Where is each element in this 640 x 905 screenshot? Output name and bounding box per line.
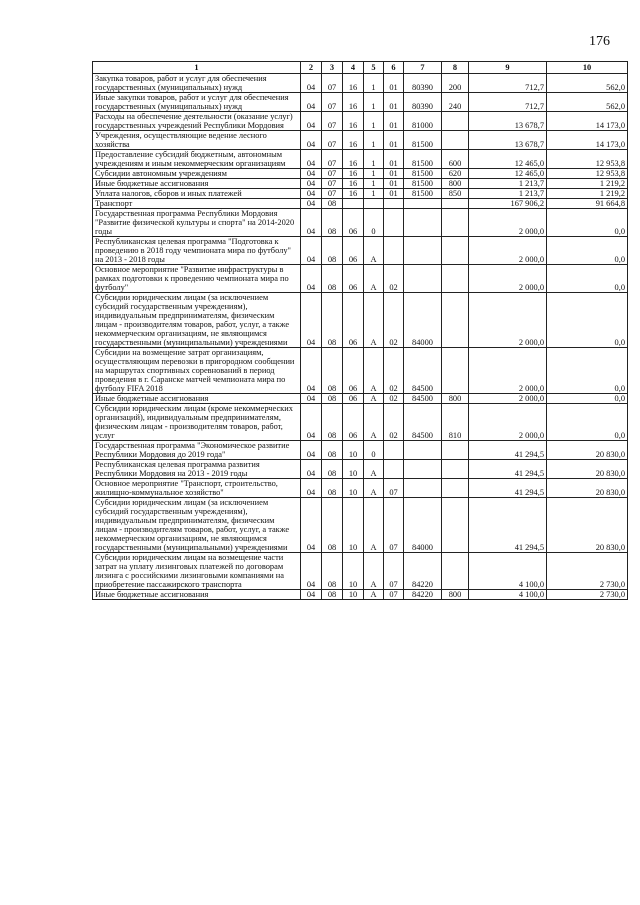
amount-2019: 91 664,8 [547,199,628,209]
subsection-code: 08 [322,460,343,479]
activity-code: 07 [384,479,404,498]
table-body [93,74,628,600]
amount-2018: 1 213,7 [469,189,547,199]
amount-2018: 41 294,5 [469,460,547,479]
amount-2018: 167 906,2 [469,199,547,209]
section-code: 04 [301,460,322,479]
direction-code [404,237,442,265]
table-row [93,169,628,179]
table-row [93,498,628,553]
direction-code: 81500 [404,169,442,179]
row-name: Субсидии автономным учреждениям [93,169,301,179]
budget-table [92,61,628,600]
program-code: 16 [343,150,364,169]
expense-type-code: 620 [442,169,469,179]
subprogram-code: 1 [364,112,384,131]
subsection-code: 07 [322,74,343,93]
direction-code: 80390 [404,74,442,93]
section-code: 04 [301,394,322,404]
activity-code: 01 [384,93,404,112]
row-name: Субсидии юридическим лицам (кроме некоммерческих организаций), индивидуальным предпринимателям, физическим лицам - производителям товаров, работ, услуг [93,404,301,441]
activity-code: 02 [384,348,404,394]
expense-type-code [442,112,469,131]
amount-2019: 0,0 [547,237,628,265]
section-code: 04 [301,479,322,498]
subsection-code: 07 [322,169,343,179]
program-code: 16 [343,169,364,179]
row-name: Транспорт [93,199,301,209]
column-header: 1 [93,62,301,74]
subsection-code: 07 [322,179,343,189]
direction-code: 84500 [404,404,442,441]
section-code: 04 [301,265,322,293]
table-row [93,553,628,590]
amount-2019: 2 730,0 [547,590,628,600]
table-row [93,112,628,131]
expense-type-code [442,460,469,479]
amount-2019: 1 219,2 [547,189,628,199]
table-row [93,93,628,112]
amount-2018: 2 000,0 [469,209,547,237]
amount-2019: 562,0 [547,93,628,112]
amount-2018: 41 294,5 [469,479,547,498]
subsection-code: 07 [322,189,343,199]
expense-type-code [442,348,469,394]
subsection-code: 07 [322,131,343,150]
program-code: 06 [343,209,364,237]
direction-code [404,199,442,209]
subprogram-code: А [364,553,384,590]
table-row [93,131,628,150]
subprogram-code: А [364,404,384,441]
activity-code: 02 [384,265,404,293]
section-code: 04 [301,498,322,553]
table-row [93,179,628,189]
activity-code [384,237,404,265]
subprogram-code: 0 [364,209,384,237]
column-header: 10 [547,62,628,74]
direction-code [404,265,442,293]
expense-type-code [442,131,469,150]
row-name: Субсидии юридическим лицам (за исключением субсидий государственным учреждениям), индивидуальным предпринимателям, физическим лицам - производителям товаров, работ, услуг, а также некоммерческим организациям, не являющимся государственными (муниципальными) учреждениями [93,293,301,348]
amount-2019: 12 953,8 [547,169,628,179]
column-header: 3 [322,62,343,74]
subsection-code: 08 [322,293,343,348]
page-number: 176 [589,34,610,49]
activity-code: 01 [384,112,404,131]
subprogram-code: 1 [364,93,384,112]
activity-code: 07 [384,498,404,553]
table-row [93,265,628,293]
direction-code: 81500 [404,189,442,199]
column-header: 2 [301,62,322,74]
direction-code: 84500 [404,348,442,394]
section-code: 04 [301,553,322,590]
activity-code: 01 [384,150,404,169]
section-code: 04 [301,199,322,209]
row-name: Уплата налогов, сборов и иных платежей [93,189,301,199]
row-name: Республиканская целевая программа "Подготовка к проведению в 2018 году чемпионата мира по футболу" на 2013 - 2018 годы [93,237,301,265]
row-name: Субсидии юридическим лицам на возмещение части затрат на уплату лизинговых платежей по договорам лизинга с российскими лизинговыми компаниями на приобретение пассажирского транспорта [93,553,301,590]
amount-2019: 0,0 [547,209,628,237]
table-row [93,404,628,441]
subprogram-code: А [364,460,384,479]
amount-2019: 0,0 [547,293,628,348]
program-code: 10 [343,441,364,460]
program-code: 16 [343,131,364,150]
subsection-code: 08 [322,348,343,394]
amount-2018: 4 100,0 [469,553,547,590]
amount-2019: 20 830,0 [547,479,628,498]
program-code: 10 [343,498,364,553]
expense-type-code: 600 [442,150,469,169]
activity-code [384,199,404,209]
subsection-code: 08 [322,441,343,460]
activity-code [384,441,404,460]
table-row [93,293,628,348]
amount-2018: 12 465,0 [469,169,547,179]
program-code: 10 [343,460,364,479]
column-header: 8 [442,62,469,74]
amount-2018: 1 213,7 [469,179,547,189]
amount-2018: 2 000,0 [469,348,547,394]
table-row [93,441,628,460]
expense-type-code: 200 [442,74,469,93]
table-row [93,189,628,199]
section-code: 04 [301,404,322,441]
amount-2019: 1 219,2 [547,179,628,189]
subprogram-code: 1 [364,131,384,150]
amount-2018: 4 100,0 [469,590,547,600]
subprogram-code [364,199,384,209]
table-row [93,74,628,93]
section-code: 04 [301,189,322,199]
row-name: Субсидии юридическим лицам (за исключением субсидий государственным учреждениям), индивидуальным предпринимателям, физическим лицам - производителям товаров, работ, услуг, а также некоммерческим организациям, не являющимся государственными (муниципальными) учреждениями [93,498,301,553]
row-name: Учреждения, осуществляющие ведение лесного хозяйства [93,131,301,150]
activity-code: 01 [384,179,404,189]
direction-code: 84000 [404,293,442,348]
amount-2019: 14 173,0 [547,131,628,150]
expense-type-code: 240 [442,93,469,112]
expense-type-code: 800 [442,179,469,189]
subprogram-code: А [364,293,384,348]
amount-2019: 20 830,0 [547,460,628,479]
table-row [93,237,628,265]
row-name: Основное мероприятие "Развитие инфраструктуры в рамках подготовки к проведению чемпионата мира по футболу" [93,265,301,293]
amount-2019: 0,0 [547,348,628,394]
amount-2019: 20 830,0 [547,498,628,553]
amount-2019: 20 830,0 [547,441,628,460]
direction-code [404,479,442,498]
row-name: Иные закупки товаров, работ и услуг для обеспечения государственных (муниципальных) нужд [93,93,301,112]
amount-2019: 562,0 [547,74,628,93]
subsection-code: 08 [322,553,343,590]
program-code: 16 [343,74,364,93]
program-code: 10 [343,553,364,590]
section-code: 04 [301,131,322,150]
table-row [93,479,628,498]
subprogram-code: 1 [364,189,384,199]
section-code: 04 [301,93,322,112]
direction-code [404,441,442,460]
expense-type-code [442,199,469,209]
subprogram-code: 1 [364,150,384,169]
direction-code: 84000 [404,498,442,553]
section-code: 04 [301,237,322,265]
activity-code: 07 [384,590,404,600]
amount-2019: 14 173,0 [547,112,628,131]
expense-type-code [442,498,469,553]
amount-2018: 13 678,7 [469,131,547,150]
amount-2019: 12 953,8 [547,150,628,169]
expense-type-code: 800 [442,394,469,404]
section-code: 04 [301,74,322,93]
section-code: 04 [301,112,322,131]
row-name: Республиканская целевая программа развития Республики Мордовия на 2013 - 2019 годы [93,460,301,479]
activity-code [384,209,404,237]
amount-2018: 2 000,0 [469,394,547,404]
program-code: 06 [343,293,364,348]
table-header-row [93,62,628,74]
table-row [93,199,628,209]
section-code: 04 [301,590,322,600]
section-code: 04 [301,150,322,169]
activity-code: 01 [384,131,404,150]
subsection-code: 08 [322,237,343,265]
row-name: Субсидии на возмещение затрат организациям, осуществляющим перевозки в пригородном сообщении на маршрутах спортивных соревнований в период проведения в г. Саранске матчей чемпионата мира по футболу FIFA 2018 [93,348,301,394]
activity-code: 02 [384,404,404,441]
section-code: 04 [301,209,322,237]
table-row [93,209,628,237]
row-name: Иные бюджетные ассигнования [93,590,301,600]
expense-type-code: 800 [442,590,469,600]
direction-code: 80390 [404,93,442,112]
subprogram-code: А [364,498,384,553]
section-code: 04 [301,293,322,348]
row-name: Иные бюджетные ассигнования [93,394,301,404]
amount-2019: 0,0 [547,404,628,441]
amount-2018: 2 000,0 [469,293,547,348]
subprogram-code: 1 [364,179,384,189]
amount-2018: 41 294,5 [469,441,547,460]
program-code: 16 [343,93,364,112]
table-row [93,460,628,479]
subprogram-code: 0 [364,441,384,460]
activity-code [384,460,404,479]
column-header: 5 [364,62,384,74]
direction-code: 81000 [404,112,442,131]
direction-code [404,209,442,237]
subsection-code: 08 [322,498,343,553]
expense-type-code [442,209,469,237]
amount-2019: 2 730,0 [547,553,628,590]
table-row [93,348,628,394]
row-name: Расходы на обеспечение деятельности (оказание услуг) государственных учреждений Республики Мордовия [93,112,301,131]
amount-2019: 0,0 [547,265,628,293]
table-row [93,394,628,404]
amount-2018: 2 000,0 [469,237,547,265]
amount-2018: 712,7 [469,74,547,93]
program-code: 06 [343,237,364,265]
subsection-code: 08 [322,394,343,404]
amount-2018: 712,7 [469,93,547,112]
program-code: 16 [343,189,364,199]
subsection-code: 08 [322,199,343,209]
program-code: 16 [343,179,364,189]
activity-code: 02 [384,394,404,404]
subprogram-code: 1 [364,74,384,93]
subsection-code: 08 [322,590,343,600]
expense-type-code [442,441,469,460]
expense-type-code [442,553,469,590]
expense-type-code: 850 [442,189,469,199]
activity-code: 02 [384,293,404,348]
subprogram-code: А [364,265,384,293]
row-name: Государственная программа "Экономическое развитие Республики Мордовия до 2019 года" [93,441,301,460]
subprogram-code: А [364,394,384,404]
subprogram-code: А [364,237,384,265]
column-header: 7 [404,62,442,74]
expense-type-code [442,479,469,498]
subprogram-code: А [364,479,384,498]
expense-type-code: 810 [442,404,469,441]
amount-2018: 2 000,0 [469,265,547,293]
row-name: Закупка товаров, работ и услуг для обеспечения государственных (муниципальных) нужд [93,74,301,93]
program-code: 16 [343,112,364,131]
column-header: 4 [343,62,364,74]
activity-code: 01 [384,74,404,93]
section-code: 04 [301,179,322,189]
amount-2018: 2 000,0 [469,404,547,441]
subprogram-code: А [364,348,384,394]
subsection-code: 08 [322,404,343,441]
activity-code: 01 [384,169,404,179]
program-code: 06 [343,404,364,441]
direction-code: 84220 [404,590,442,600]
amount-2018: 41 294,5 [469,498,547,553]
row-name: Предоставление субсидий бюджетным, автономным учреждениям и иным некоммерческим организациям [93,150,301,169]
amount-2019: 0,0 [547,394,628,404]
direction-code: 84500 [404,394,442,404]
table-row [93,150,628,169]
amount-2018: 12 465,0 [469,150,547,169]
table-row [93,590,628,600]
direction-code [404,460,442,479]
subsection-code: 07 [322,112,343,131]
direction-code: 81500 [404,131,442,150]
program-code: 06 [343,394,364,404]
amount-2018: 13 678,7 [469,112,547,131]
direction-code: 81500 [404,179,442,189]
column-header: 6 [384,62,404,74]
column-header: 9 [469,62,547,74]
program-code: 10 [343,479,364,498]
subsection-code: 07 [322,93,343,112]
row-name: Основное мероприятие "Транспорт, строительство, жилищно-коммунальное хозяйство" [93,479,301,498]
program-code: 06 [343,348,364,394]
row-name: Иные бюджетные ассигнования [93,179,301,189]
subsection-code: 08 [322,479,343,498]
direction-code: 84220 [404,553,442,590]
subsection-code: 08 [322,209,343,237]
section-code: 04 [301,348,322,394]
subprogram-code: 1 [364,169,384,179]
program-code [343,199,364,209]
program-code: 10 [343,590,364,600]
subsection-code: 07 [322,150,343,169]
row-name: Государственная программа Республики Мордовия "Развитие физической культуры и спорта" на 2014-2020 годы [93,209,301,237]
activity-code: 01 [384,189,404,199]
activity-code: 07 [384,553,404,590]
subsection-code: 08 [322,265,343,293]
expense-type-code [442,265,469,293]
section-code: 04 [301,441,322,460]
direction-code: 81500 [404,150,442,169]
program-code: 06 [343,265,364,293]
expense-type-code [442,237,469,265]
section-code: 04 [301,169,322,179]
expense-type-code [442,293,469,348]
subprogram-code: А [364,590,384,600]
